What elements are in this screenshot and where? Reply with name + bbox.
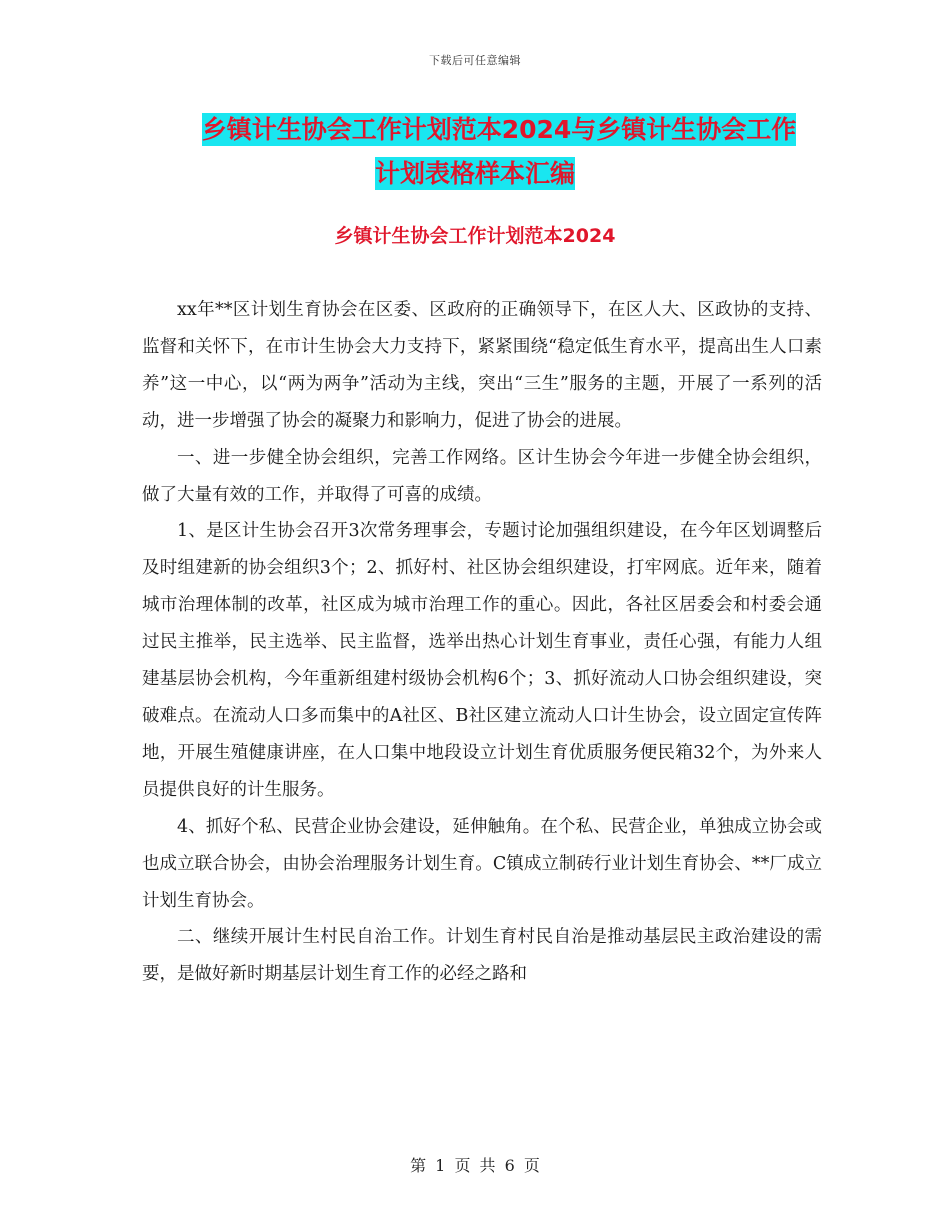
section-title: 乡镇计生协会工作计划范本2024 (334, 225, 616, 247)
document-body (142, 292, 822, 993)
paragraph: 一、进一步健全协会组织，完善工作网络。区计生协会今年进一步健全协会组织，做了大量有效的工作，并取得了可喜的成绩。 (142, 447, 822, 505)
document-title-line-2 (0, 154, 950, 194)
document-title-line-1 (24, 110, 950, 150)
paragraph: 1、是区计生协会召开3次常务理事会，专题讨论加强组织建设，在今年区划调整后及时组建新的协会组织3个；2、抓好村、社区协会组织建设，打牢网底。近年来，随着城市治理体制的改革，社区成为城市治理工作的重心。因此，各社区居委会和村委会通过民主推举，民主选举、民主监督，选举出热心计划生育事业，责任心强，有能力人组建基层协会机构，今年重新组建村级协会机构6个；3、抓好流动人口协会组织建设，突破难点。在流动人口多而集中的A社区、B社区建立流动人口计生协会，设立固定宣传阵地，开展生殖健康讲座，在人口集中地段设立计划生育优质服务便民箱32个，为外来人员提供良好的计生服务。 (142, 521, 822, 800)
page-number-footer: 第 1 页 共 6 页 (410, 1156, 540, 1175)
paragraph: xx年**区计划生育协会在区委、区政府的正确领导下，在区人大、区政协的支持、监督和关怀下，在市计生协会大力支持下，紧紧围绕“稳定低生育水平，提高出生人口素养”这一中心，以“两为两争”活动为主线，突出“三生”服务的主题，开展了一系列的活动，进一步增强了协会的凝聚力和影响力，促进了协会的进展。 (142, 300, 822, 431)
paragraph: 二、继续开展计生村民自治工作。计划生育村民自治是推动基层民主政治建设的需要，是做好新时期基层计划生育工作的必经之路和 (142, 927, 822, 985)
document-title-text-2: 计划表格样本汇编 (374, 159, 575, 188)
page-header-note: 下载后可任意编辑 (429, 54, 521, 67)
document-title-text-1: 乡镇计生协会工作计划范本2024与乡镇计生协会工作 (201, 115, 797, 144)
paragraph: 4、抓好个私、民营企业协会建设，延伸触角。在个私、民营企业，单独成立协会或也成立联合协会，由协会治理服务计划生育。C镇成立制砖行业计划生育协会、**厂成立计划生育协会。 (142, 816, 822, 911)
